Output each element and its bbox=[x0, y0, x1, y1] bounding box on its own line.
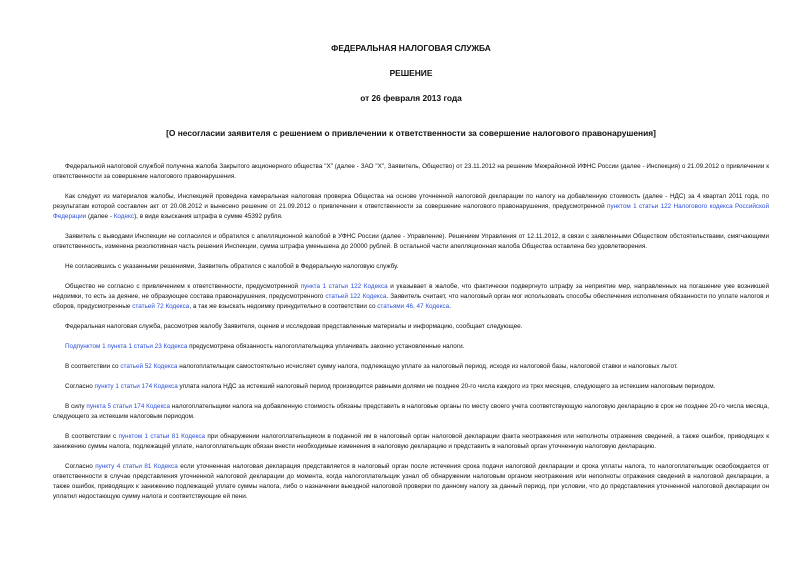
paragraph-art52: В соответствии со статьей 52 Кодекса налогоплательщик самостоятельно исчисляет сумму налога, подлежащую уплате за налоговый период, исходя из налоговой базы, налоговой ставки и налоговых льгот. bbox=[65, 363, 678, 370]
paragraph-fns-review: Федеральная налоговая служба, рассмотрев жалобу Заявителя, оценив и исследовав представленные материалы и информацию, сообщает следующее. bbox=[65, 323, 523, 330]
link-art81-p1[interactable]: пунктом 1 статьи 81 Кодекса bbox=[118, 433, 206, 440]
link-art72[interactable]: статьей 72 Кодекса bbox=[132, 303, 190, 310]
document-subject: [О несогласии заявителя с решением о привлечении к ответственности за совершение налогового правонарушения] bbox=[166, 128, 656, 138]
link-art174-p5[interactable]: пункта 5 статьи 174 Кодекса bbox=[86, 403, 170, 410]
link-art52[interactable]: статьей 52 Кодекса bbox=[120, 363, 178, 370]
link-art174-p1[interactable]: пункту 1 статьи 174 Кодекса bbox=[94, 383, 178, 390]
link-art122[interactable]: статьей 122 Кодекса bbox=[325, 293, 387, 300]
link-art122-p1[interactable]: пункта 1 статьи 122 Кодекса bbox=[300, 283, 388, 290]
paragraph-art174-p5: В силу пункта 5 статьи 174 Кодекса налогоплательщики налога на добавленную стоимость обязаны представить в налоговые органы по месту своего учета соответствующую налоговую декларацию в срок не позднее 20-го числа месяца, следующего за истекшим налоговым периодом. bbox=[53, 403, 769, 420]
paragraph-art81-p1: В соответствии с пунктом 1 статьи 81 Кодекса при обнаружении налогоплательщиком в поданной им в налоговый орган налоговой декларации факта неотражения или неполноты отражения сведений, а также ошибок, приводящих к занижению суммы налога, подлежащей уплате, налогоплательщик обязан внести необходимые изменения в налоговую декларацию и представить в налоговый орган уточненную налоговую декларацию. bbox=[53, 433, 769, 450]
link-art122-p1-tax-code[interactable]: пунктом 1 статьи 122 Налогового кодекса Российской Федерации bbox=[53, 203, 769, 220]
paragraph-applicant-position: Общество не согласно с привлечением к ответственности, предусмотренной пункта 1 статьи 122 Кодекса и указывает в жалобе, что фактически подвергнуто штрафу за неприятие мер, направленных на погашение уже возникшей недоимки, то есть за деяние, не образующее состава правонарушения, предусмотренного статьей 122 Кодекса. Заявитель считает, что налоговый орган мог использовать способы обеспечения исполнения обязанности по уплате налогов и сборов, предусмотренные статьей 72 Кодекса, а так же взыскать недоимку принудительно в соответствии со статьями 46, 47 Кодекса. bbox=[53, 283, 769, 310]
paragraph-complaint-received: Федеральной налоговой службой получена жалоба Закрытого акционерного общества "Х" (далее - ЗАО "Х", Заявитель, Общество) от 23.11.2012 на решение Межрайонной ИФНС России (далее - Инспекция) о 21.09.2012 о привлечении к ответственности за совершение налогового правонарушения. bbox=[53, 163, 769, 180]
paragraph-art174-p1: Согласно пункту 1 статьи 174 Кодекса уплата налога НДС за истекший налоговый период производится равными долями не позднее 20-го числа каждого из трех месяцев, следующего за истекшим налоговым периодом. bbox=[65, 383, 716, 390]
link-art46-47[interactable]: статьями 46, 47 Кодекса bbox=[377, 303, 450, 310]
link-art23[interactable]: Подпунктом 1 пункта 1 статьи 23 Кодекса bbox=[65, 343, 188, 350]
paragraph-art81-p4: Согласно пункту 4 статьи 81 Кодекса если уточненная налоговая декларация представляется в налоговый орган после истечения срока подачи налоговой декларации и срока уплаты налога, то налогоплательщик освобождается от ответственности в случае представления уточненной налоговой декларации до момента, когда налогоплательщик узнал об обнаружении налоговым органом неотражения или неполноты отражения сведений в налоговой декларации, а также ошибок, приводящих к занижению подлежащей уплате суммы налога, либо о назначении выездной налоговой проверки по данному налогу за данный период, при условии, что до представления уточненной налоговой декларации он уплатил недостающую сумму налога и соответствующие ей пени. bbox=[53, 463, 770, 500]
link-art81-p4[interactable]: пункту 4 статьи 81 Кодекса bbox=[95, 463, 178, 470]
agency-title: ФЕДЕРАЛЬНАЯ НАЛОГОВАЯ СЛУЖБА bbox=[331, 43, 491, 53]
link-kodeks[interactable]: Кодекс bbox=[113, 213, 135, 220]
document-date: от 26 февраля 2013 года bbox=[360, 93, 462, 103]
paragraph-art23: Подпунктом 1 пункта 1 статьи 23 Кодекса предусмотрена обязанность налогоплательщика уплачивать законно установленные налоги. bbox=[65, 343, 465, 350]
paragraph-appeal: Заявитель с выводами Инспекции не согласился и обратился с апелляционной жалобой в УФНС России (далее - Управление). Решением Управления от 12.11.2012, в связи с заявленными Обществом обстоятельствами, смягчающими ответственность, изменена резолютивная часть решения Инспекции, сумма штрафа уменьшена до 20000 рублей. В остальной части апелляционная жалоба Общества оставлена без удовлетворения. bbox=[53, 233, 769, 250]
paragraph-disagreement: Не согласившись с указанными решениями, Заявитель обратился с жалобой в Федеральную налоговую службу. bbox=[65, 263, 399, 270]
document-body bbox=[53, 162, 769, 502]
paragraph-audit-facts: Как следует из материалов жалобы, Инспекцией проведена камеральная налоговая проверка Общества на основе уточненной налоговой декларации по налогу на добавленную стоимость (далее - НДС) за 4 квартал 2011 года, по результатам которой составлен акт от 20.08.2012 и вынесено решение от 21.09.2012 о привлечении к ответственности за совершение налогового правонарушения, предусмотренной пунктом 1 статьи 122 Налогового кодекса Российской Федерации (далее - Кодекс), в виде взыскания штрафа в сумме 45392 рубля. bbox=[53, 193, 769, 220]
document-type: РЕШЕНИЕ bbox=[389, 68, 433, 78]
